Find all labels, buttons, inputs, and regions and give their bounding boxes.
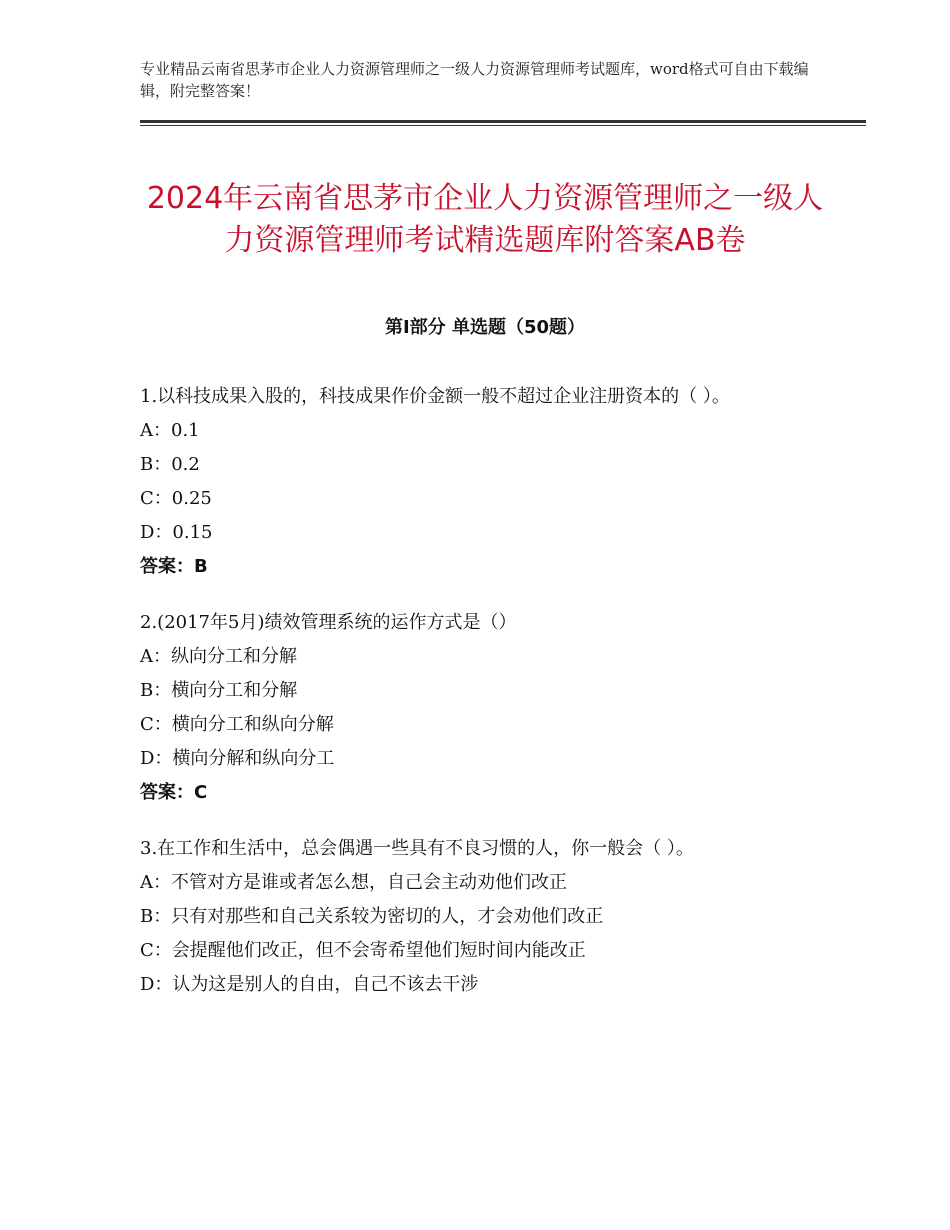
question-list	[140, 380, 830, 1024]
header-note: 专业精品云南省思茅市企业人力资源管理师之一级人力资源管理师考试题库，word格式可自由下载编辑，附完整答案！	[140, 60, 809, 100]
option-a: A：0.1	[140, 420, 200, 441]
question-stem: 3.在工作和生活中，总会偶遇一些具有不良习惯的人，你一般会（ ）。	[140, 838, 694, 859]
question-3	[140, 832, 830, 1002]
document-title: 2024年云南省思茅市企业人力资源管理师之一级人力资源管理师考试精选题库附答案AB卷	[146, 181, 824, 259]
answer: 答案：C	[140, 782, 208, 803]
option-d: D：0.15	[140, 522, 213, 543]
option-b: B：0.2	[140, 454, 200, 475]
option-d: D：横向分解和纵向分工	[140, 748, 335, 769]
option-d: D：认为这是别人的自由，自己不该去干涉	[140, 974, 479, 995]
option-b: B：横向分工和分解	[140, 680, 298, 701]
answer: 答案：B	[140, 556, 208, 577]
option-c: C：会提醒他们改正，但不会寄希望他们短时间内能改正	[140, 940, 586, 961]
option-a: A：纵向分工和分解	[140, 646, 297, 667]
header-divider-thick	[140, 120, 866, 123]
question-2	[140, 606, 830, 810]
option-b: B：只有对那些和自己关系较为密切的人，才会劝他们改正	[140, 906, 604, 927]
question-stem: 1.以科技成果入股的，科技成果作价金额一般不超过企业注册资本的（ ）。	[140, 386, 730, 407]
option-c: C：0.25	[140, 488, 212, 509]
section-heading: 第Ⅰ部分 单选题（50题）	[384, 317, 585, 338]
header-divider	[140, 120, 866, 126]
option-a: A：不管对方是谁或者怎么想，自己会主动劝他们改正	[140, 872, 567, 893]
option-c: C：横向分工和纵向分解	[140, 714, 334, 735]
header-divider-thin	[140, 125, 866, 126]
question-stem: 2.(2017年5月)绩效管理系统的运作方式是（）	[140, 612, 517, 633]
question-1	[140, 380, 830, 584]
